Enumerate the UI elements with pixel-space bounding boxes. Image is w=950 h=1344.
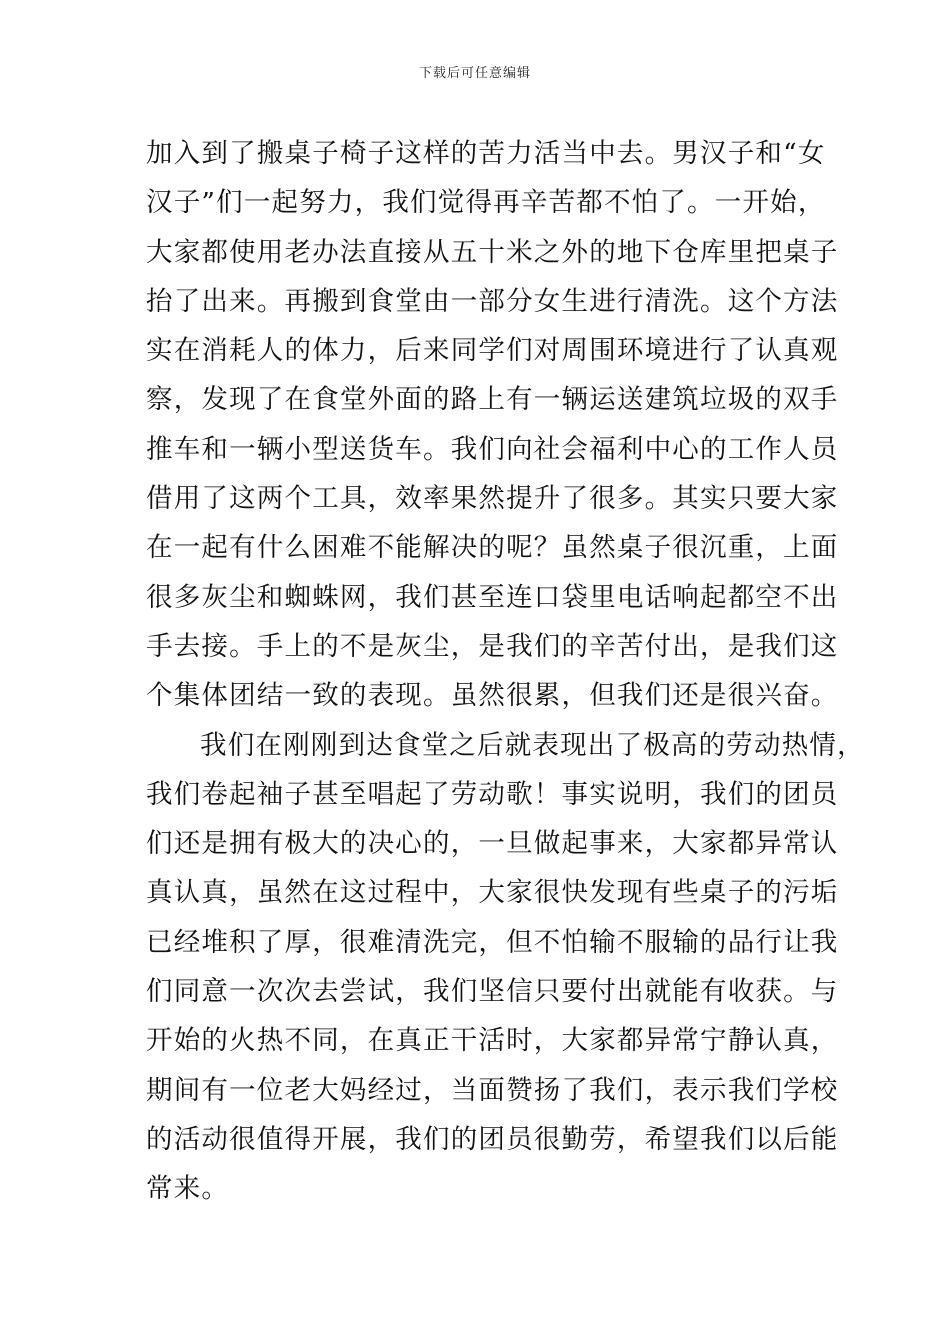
text-line: 推车和一辆小型送货车。我们向社会福利中心的工作人员: [146, 433, 839, 465]
text-line: 已经堆积了厚，很难清洗完，但不怕输不服输的品行让我: [146, 926, 839, 958]
text-line: 真认真，虽然在这过程中，大家很快发现有些桌子的污垢: [146, 877, 839, 909]
text-line: 借用了这两个工具，效率果然提升了很多。其实只要大家: [146, 483, 839, 515]
text-line: 们还是拥有极大的决心的，一旦做起事来，大家都异常认: [146, 828, 839, 860]
text-line: 们同意一次次去尝试，我们坚信只要付出就能有收获。与: [146, 976, 839, 1008]
text-line-indented: 我们在刚刚到达食堂之后就表现出了极高的劳动热情，: [200, 729, 865, 761]
text-line: 期间有一位老大妈经过，当面赞扬了我们，表示我们学校: [146, 1074, 839, 1106]
text-line: 实在消耗人的体力，后来同学们对周围环境进行了认真观: [146, 335, 839, 367]
text-line: 加入到了搬桌子椅子这样的苦力活当中去。男汉子和“女: [146, 138, 826, 169]
text-line: 手去接。手上的不是灰尘，是我们的辛苦付出，是我们这: [146, 630, 839, 662]
text-line: 的活动很值得开展，我们的团员很勤劳，希望我们以后能: [146, 1123, 839, 1155]
document-body: [146, 129, 865, 1214]
paragraph-1: [146, 129, 846, 721]
text-line: 汉子”们一起努力，我们觉得再辛苦都不怕了。一开始，: [146, 187, 826, 219]
text-line: 在一起有什么困难不能解决的呢？虽然桌子很沉重，上面: [146, 532, 839, 564]
text-line: 我们卷起袖子甚至唱起了劳动歌！事实说明，我们的团员: [146, 778, 839, 810]
text-line: 很多灰尘和蜘蛛网，我们甚至连口袋里电话响起都空不出: [146, 581, 839, 613]
text-line: 抬了出来。再搬到食堂由一部分女生进行清洗。这个方法: [146, 285, 839, 317]
text-line: 常来。: [146, 1173, 230, 1205]
text-line: 个集体团结一致的表现。虽然很累，但我们还是很兴奋。: [146, 680, 839, 712]
text-line: 察，发现了在食堂外面的路上有一辆运送建筑垃圾的双手: [146, 384, 839, 416]
text-line: 开始的火热不同，在真正干活时，大家都异常宁静认真，: [146, 1025, 839, 1057]
paragraph-2: [146, 721, 865, 1214]
page-header: 下载后可任意编辑: [418, 66, 531, 81]
text-line: 大家都使用老办法直接从五十米之外的地下仓库里把桌子: [146, 236, 839, 268]
